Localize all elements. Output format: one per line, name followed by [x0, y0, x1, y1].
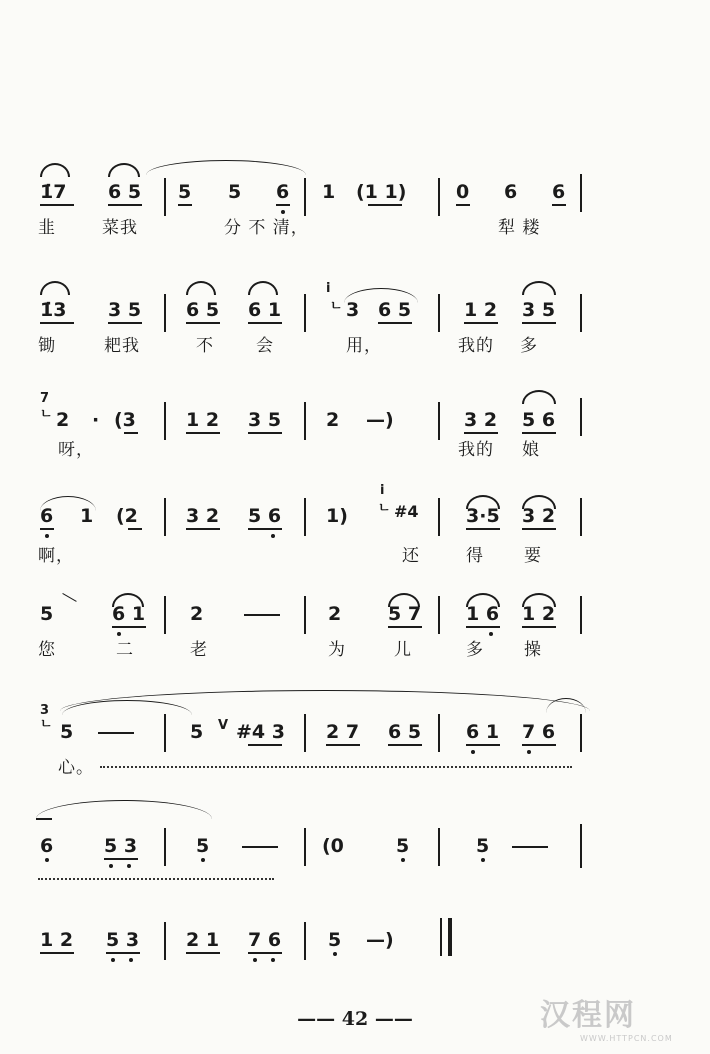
footer-dash: —— [297, 1008, 336, 1030]
dash [242, 846, 278, 848]
note: 6 [552, 181, 566, 203]
beam [456, 204, 470, 206]
dash [512, 846, 548, 848]
note: 6 5 [388, 721, 422, 743]
grace-mark: ㄴ [40, 407, 53, 422]
note: 5 [396, 835, 410, 857]
octave-dot [481, 858, 485, 862]
note: 5 6 [522, 409, 556, 431]
octave-dot [111, 958, 115, 962]
note: 3 5 [248, 409, 282, 431]
octave-dot [401, 858, 405, 862]
note: 6 [40, 835, 54, 857]
octave-dot [45, 858, 49, 862]
beam [40, 204, 74, 206]
note: 5 6 [248, 505, 282, 527]
beam [522, 626, 556, 628]
note: 3 5 [522, 299, 556, 321]
note: 3 2 [464, 409, 498, 431]
watermark-url: WWW.HTTPCN.COM [580, 1034, 673, 1043]
barline [580, 174, 582, 212]
beam [112, 626, 146, 628]
note: 3·5 [466, 505, 500, 527]
tie-arc [36, 800, 212, 819]
octave-dot [127, 864, 131, 868]
note: 1) [326, 505, 348, 527]
beam [186, 528, 220, 530]
note: 1 [322, 181, 336, 203]
grace-mark: ㄴ [378, 501, 391, 516]
note: 1 2 [464, 299, 498, 321]
note: #4 [394, 502, 419, 521]
lyric: 儿 [394, 640, 412, 660]
slur [522, 281, 556, 295]
note: (3 [114, 409, 136, 431]
beam [178, 204, 192, 206]
note: 2 [326, 409, 340, 431]
note: 5 [228, 181, 242, 203]
note: 1 2 [522, 603, 556, 625]
note: 1 [80, 505, 94, 527]
watermark-text: 汉程网 [540, 998, 636, 1033]
grace-note: 3 [40, 703, 50, 718]
note: 1 2 [186, 409, 220, 431]
beam [248, 432, 282, 434]
octave-dot [117, 632, 121, 636]
watermark [540, 990, 673, 1043]
grace-mark: ㄴ [40, 717, 53, 732]
note: 2 [56, 409, 70, 431]
grace-mark: ㄴ [330, 299, 343, 314]
beam [40, 322, 74, 324]
dot-note: · [92, 409, 100, 431]
note: (0 [322, 835, 344, 857]
note: 1̇7 [40, 181, 67, 203]
note: 6 5 [108, 181, 142, 203]
beam [248, 744, 282, 746]
beam [368, 204, 402, 206]
dotted-extender [38, 878, 274, 880]
note: 6 5 [186, 299, 220, 321]
slur [108, 163, 140, 177]
barline [164, 922, 166, 960]
note: 1 6 [466, 603, 500, 625]
lyric: 为 [328, 640, 346, 660]
octave-dot [45, 534, 49, 538]
beam [106, 952, 140, 954]
beam [466, 744, 500, 746]
beam [464, 322, 498, 324]
lyric: 会 [256, 336, 274, 356]
dotted-extender [100, 766, 572, 768]
lyric: 要 [524, 546, 542, 566]
barline [580, 398, 582, 436]
barline [438, 294, 440, 332]
beam [186, 432, 220, 434]
beam [40, 952, 74, 954]
lyric: 用， [346, 336, 382, 356]
lyric: 我的 [458, 336, 494, 356]
dash [36, 818, 52, 820]
octave-dot [201, 858, 205, 862]
note: 0 [456, 181, 470, 203]
lyric: 二 [116, 640, 134, 660]
note: 6 [40, 505, 54, 527]
lyric: 多 [466, 640, 484, 660]
barline [164, 178, 166, 216]
page-number: 42 [341, 1008, 369, 1030]
note: 2 [190, 603, 204, 625]
footer-dash: —— [374, 1008, 413, 1030]
octave-dot [271, 958, 275, 962]
lyric: 耙我 [104, 336, 140, 356]
lyric: 菜我 [102, 218, 138, 238]
barline [580, 824, 582, 868]
lyric: 锄 [38, 336, 56, 356]
note: 5 [196, 835, 210, 857]
barline [304, 294, 306, 332]
barline [440, 918, 442, 956]
octave-dot [253, 958, 257, 962]
lyric: 您 [38, 640, 56, 660]
note: 6 [504, 181, 518, 203]
note: (2 [116, 505, 138, 527]
octave-dot [129, 958, 133, 962]
note: 5 3 [106, 929, 140, 951]
barline [164, 498, 166, 536]
dash [98, 732, 134, 734]
beam [522, 322, 556, 324]
barline [164, 714, 166, 752]
note: 5 [328, 929, 342, 951]
barline [304, 402, 306, 440]
note: 5 [476, 835, 490, 857]
barline [164, 294, 166, 332]
note: 1 2 [40, 929, 74, 951]
barline [580, 714, 582, 752]
note: 1̇3 [40, 299, 67, 321]
barline [438, 828, 440, 866]
octave-dot [271, 534, 275, 538]
octave-dot [333, 952, 337, 956]
note: 5 [178, 181, 192, 203]
beam [388, 744, 422, 746]
beam [248, 952, 282, 954]
note: 3 2 [522, 505, 556, 527]
lyric: 分 不 清， [224, 218, 309, 238]
lyric: 得 [466, 546, 484, 566]
tie-arc [146, 160, 306, 175]
grace-note: i [380, 483, 385, 498]
beam [388, 626, 422, 628]
beam [104, 858, 138, 860]
slur [522, 390, 556, 404]
beam [128, 528, 142, 530]
barline [164, 596, 166, 634]
octave-dot [109, 864, 113, 868]
slur [40, 163, 70, 177]
lyric: 还 [402, 546, 420, 566]
lyric: 操 [524, 640, 542, 660]
barline [438, 596, 440, 634]
note: 2 7 [326, 721, 360, 743]
lyric: 我的 [458, 440, 494, 460]
barline [438, 714, 440, 752]
beam [108, 204, 142, 206]
barline [580, 596, 582, 634]
note: 6 5 [378, 299, 412, 321]
note: 6 1 [112, 603, 146, 625]
barline [438, 178, 440, 216]
beam [464, 432, 498, 434]
barline [164, 828, 166, 866]
beam [248, 322, 282, 324]
note: 2 [328, 603, 342, 625]
lyric: 多 [520, 336, 538, 356]
grace-note: i [326, 281, 331, 296]
beam [186, 952, 220, 954]
final-barline [448, 918, 452, 956]
lyric: 呀， [58, 440, 94, 460]
beam [326, 744, 360, 746]
barline [304, 178, 306, 216]
beam [276, 204, 290, 206]
beam [522, 528, 556, 530]
barline [438, 498, 440, 536]
barline [580, 294, 582, 332]
beam [186, 322, 220, 324]
note: 3 5 [108, 299, 142, 321]
barline [304, 828, 306, 866]
note: (1 1) [356, 181, 407, 203]
beam [466, 626, 500, 628]
breath-mark: V [218, 718, 229, 733]
note: 7 6 [522, 721, 556, 743]
lyric: 心。 [58, 758, 94, 778]
glide-mark [55, 593, 76, 614]
barline [580, 498, 582, 536]
barline [164, 402, 166, 440]
slur [40, 281, 70, 295]
octave-dot [281, 210, 285, 214]
note: —) [366, 409, 394, 431]
lyric: 犁 耧 [498, 218, 541, 238]
dash [244, 614, 280, 616]
beam [248, 528, 282, 530]
octave-dot [527, 750, 531, 754]
lyric: 啊， [38, 546, 74, 566]
note: 5 7 [388, 603, 422, 625]
beam [40, 528, 54, 530]
note: 7 6 [248, 929, 282, 951]
beam [552, 204, 566, 206]
beam [124, 432, 138, 434]
slur [248, 281, 278, 295]
grace-note: 7 [40, 391, 50, 406]
note: 5 [60, 721, 74, 743]
note: #4 3 [236, 721, 285, 743]
octave-dot [471, 750, 475, 754]
beam [522, 744, 556, 746]
barline [438, 402, 440, 440]
note: 6 1 [248, 299, 282, 321]
lyric: 不 [196, 336, 214, 356]
beam [522, 432, 556, 434]
note: 2 1 [186, 929, 220, 951]
note: 5 3 [104, 835, 138, 857]
note: 5 [40, 603, 54, 625]
beam [466, 528, 500, 530]
note: 6 1 [466, 721, 500, 743]
note: 5 [190, 721, 204, 743]
slur [186, 281, 216, 295]
lyric: 娘 [522, 440, 540, 460]
lyric: 韭 [38, 218, 56, 238]
lyric: 老 [190, 640, 208, 660]
note: 3 2 [186, 505, 220, 527]
octave-dot [489, 632, 493, 636]
barline [304, 714, 306, 752]
note: 3 [346, 299, 360, 321]
beam [108, 322, 142, 324]
barline [304, 498, 306, 536]
note: —) [366, 929, 394, 951]
note: 6 [276, 181, 290, 203]
barline [304, 922, 306, 960]
barline [304, 596, 306, 634]
beam [378, 322, 412, 324]
